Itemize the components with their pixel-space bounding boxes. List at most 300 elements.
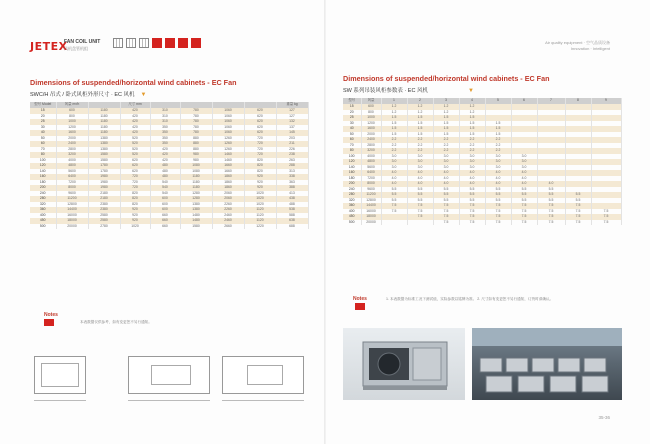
table-cell: 7.5: [565, 214, 591, 220]
model-cell: 30: [30, 125, 56, 131]
table-cell: 7.5: [407, 209, 433, 215]
table-cell: 1.2: [381, 104, 407, 110]
product-title: FAN COIL UNIT: [64, 39, 101, 45]
fan-icon[interactable]: [178, 38, 188, 48]
table-cell: 8000: [56, 185, 88, 191]
table-cell: 1060: [212, 119, 244, 125]
table-cell: 820: [120, 196, 150, 202]
table-cell: 2.2: [433, 137, 459, 143]
table-cell: 1460: [212, 152, 244, 158]
table-cell: 1480: [180, 213, 212, 219]
table-cell: 720: [244, 141, 276, 147]
table-cell: 920: [120, 207, 150, 213]
model-cell: 450: [343, 214, 361, 220]
table-cell: 1.5: [459, 115, 485, 121]
table-cell: 20000: [361, 220, 381, 226]
table-cell: 350: [150, 130, 180, 136]
table-cell: 1180: [88, 108, 120, 114]
model-cell: 320: [343, 198, 361, 204]
model-cell: 240: [30, 191, 56, 197]
right-section-subtitle: [343, 86, 474, 94]
table-cell: 1220: [244, 224, 276, 230]
page-spine: [324, 0, 326, 444]
table-cell: 2.2: [433, 143, 459, 149]
table-cell: 660: [150, 218, 180, 224]
table-cell: 7.5: [485, 214, 511, 220]
table-cell: 588: [276, 213, 308, 219]
left-section-title: Dimensions of suspended/horizontal wind cabinets - EC Fan: [30, 78, 237, 87]
table-cell: 2400: [56, 141, 88, 147]
table-cell: 520: [120, 136, 150, 142]
col-header: 风量: [361, 98, 381, 104]
table-cell: 620: [244, 114, 276, 120]
drawing-front-view: [34, 356, 86, 394]
table-cell: 1180: [180, 180, 212, 186]
table-cell: 7.5: [511, 209, 537, 215]
model-cell: 450: [30, 218, 56, 224]
table-cell: 5.5: [407, 198, 433, 204]
table-cell: 620: [120, 163, 150, 169]
table-cell: 1180: [88, 119, 120, 125]
table-cell: 7.5: [433, 203, 459, 209]
table-cell: 620: [244, 125, 276, 131]
table-cell: 1000: [56, 119, 88, 125]
table-cell: 5.5: [485, 198, 511, 204]
table-cell: 7.5: [511, 220, 537, 226]
table-cell: 7.5: [433, 220, 459, 226]
table-cell: 20000: [56, 224, 88, 230]
table-cell: 2.2: [381, 148, 407, 154]
table-cell: 1.5: [407, 126, 433, 132]
table-cell: 1120: [244, 213, 276, 219]
table-cell: 1280: [180, 191, 212, 197]
table-cell: 2.2: [485, 143, 511, 149]
table-cell: 4000: [361, 154, 381, 160]
table-cell: 3.0: [433, 154, 459, 160]
table-cell: 4.0: [459, 170, 485, 176]
table-cell: 4.0: [511, 181, 537, 187]
table-cell: 480: [150, 174, 180, 180]
table-cell: 4.0: [407, 170, 433, 176]
dimension-line: [34, 400, 86, 401]
table-cell: 600: [150, 207, 180, 213]
table-cell: 3.0: [381, 159, 407, 165]
table-cell: 5600: [56, 169, 88, 175]
table-cell: 5.5: [565, 198, 591, 204]
table-cell: 3.0: [433, 159, 459, 165]
col-header: 风量 m³/h: [56, 102, 88, 108]
table-cell: 18000: [56, 218, 88, 224]
table-cell: 127: [276, 108, 308, 114]
table-cell: 6400: [361, 170, 381, 176]
brand-logo: JETEX: [30, 40, 68, 53]
table-cell: 780: [180, 108, 212, 114]
table-cell: 1280: [180, 196, 212, 202]
model-cell: 80: [343, 148, 361, 154]
dimension-line: [128, 400, 210, 401]
table-cell: 11200: [56, 196, 88, 202]
table-cell: 4.0: [537, 181, 565, 187]
table-cell: 1980: [88, 185, 120, 191]
table-cell: 413: [276, 191, 308, 197]
table-cell: 263: [276, 158, 308, 164]
table-cell: 7.5: [459, 220, 485, 226]
table-cell: 638: [276, 218, 308, 224]
table-cell: 1.5: [485, 121, 511, 127]
model-cell: 240: [343, 187, 361, 193]
table-cell: 4.0: [433, 170, 459, 176]
table-cell: 1.2: [407, 104, 433, 110]
table-cell: 2.2: [381, 137, 407, 143]
left-dimension-table: [30, 102, 309, 229]
model-cell: 200: [343, 181, 361, 187]
col-header: 型号: [343, 98, 361, 104]
production-line-image: [472, 328, 622, 400]
col-header: 重量 kg: [276, 102, 308, 108]
table-cell: 800: [361, 110, 381, 116]
factory-photo: [472, 328, 622, 400]
table-cell: 600: [150, 202, 180, 208]
table-cell: 880: [180, 136, 212, 142]
table-cell: 2460: [212, 218, 244, 224]
table-cell: 3.0: [433, 165, 459, 171]
model-cell: 360: [343, 203, 361, 209]
table-cell: 480: [150, 169, 180, 175]
model-cell: 140: [343, 165, 361, 171]
model-cell: 40: [30, 130, 56, 136]
table-cell: 1200: [56, 125, 88, 131]
model-cell: 180: [343, 176, 361, 182]
table-cell: 3200: [56, 152, 88, 158]
table-cell: 4.0: [407, 176, 433, 182]
table-cell: 1180: [180, 174, 212, 180]
table-cell: 2580: [88, 218, 120, 224]
table-cell: 2780: [88, 224, 120, 230]
table-cell: 1260: [212, 136, 244, 142]
table-cell: 4800: [56, 163, 88, 169]
table-cell: 620: [244, 119, 276, 125]
table-cell: 1600: [56, 130, 88, 136]
model-cell: 160: [343, 170, 361, 176]
table-cell: 620: [244, 108, 276, 114]
table-cell: 660: [150, 224, 180, 230]
table-cell: 520: [120, 152, 150, 158]
table-cell: 14400: [361, 203, 381, 209]
table-cell: 520: [120, 147, 150, 153]
table-cell: 780: [180, 130, 212, 136]
col-header: 3: [433, 98, 459, 104]
left-notes-label: Notes: [44, 312, 58, 318]
table-cell: 1.5: [459, 132, 485, 138]
table-cell: 5.5: [537, 192, 565, 198]
table-cell: 9600: [56, 191, 88, 197]
table-cell: 3.0: [511, 159, 537, 165]
table-cell: 1780: [88, 169, 120, 175]
table-cell: 127: [276, 114, 308, 120]
model-cell: 25: [343, 115, 361, 121]
table-cell: 388: [276, 185, 308, 191]
table-cell: 8000: [361, 181, 381, 187]
col-header: 1: [381, 98, 407, 104]
table-cell: 5.5: [565, 192, 591, 198]
model-cell: 140: [30, 169, 56, 175]
table-cell: 1260: [212, 141, 244, 147]
table-cell: 480: [150, 163, 180, 169]
product-photo: [343, 328, 465, 400]
table-cell: 2460: [212, 213, 244, 219]
table-cell: 880: [180, 147, 212, 153]
model-cell: 15: [343, 104, 361, 110]
header-tagline: [545, 40, 610, 52]
table-cell: 9600: [361, 187, 381, 193]
table-cell: 620: [120, 158, 150, 164]
table-cell: 4.0: [485, 181, 511, 187]
table-cell: 18000: [361, 214, 381, 220]
table-cell: 4.0: [485, 170, 511, 176]
table-cell: 3.0: [511, 154, 537, 160]
table-cell: 2260: [212, 207, 244, 213]
table-cell: 7.5: [485, 209, 511, 215]
table-cell: 3.0: [485, 159, 511, 165]
table-cell: 1.5: [407, 132, 433, 138]
table-cell: 1060: [212, 125, 244, 131]
table-cell: 520: [120, 141, 150, 147]
table-cell: 363: [276, 180, 308, 186]
table-cell: 2.2: [485, 137, 511, 143]
model-cell: 360: [30, 207, 56, 213]
table-cell: 720: [120, 174, 150, 180]
table-cell: 5.5: [459, 187, 485, 193]
table-cell: 7.5: [485, 220, 511, 226]
table-cell: 540: [150, 185, 180, 191]
table-cell: 7.5: [565, 220, 591, 226]
table-cell: 420: [120, 108, 150, 114]
tagline-line-2: Innovation · Intelligent: [570, 46, 610, 51]
table-cell: 1180: [180, 185, 212, 191]
notes-icon: [44, 319, 54, 326]
table-cell: 2180: [88, 196, 120, 202]
grid-icon[interactable]: [113, 38, 123, 48]
table-cell: 1.5: [459, 121, 485, 127]
table-cell: 1200: [361, 121, 381, 127]
model-cell: 500: [30, 224, 56, 230]
table-cell: 5.5: [433, 192, 459, 198]
triangle-icon: ▼: [467, 88, 474, 94]
table-cell: 1020: [244, 191, 276, 197]
table-cell: 12800: [361, 198, 381, 204]
table-cell: 488: [276, 202, 308, 208]
table-cell: 820: [244, 158, 276, 164]
table-cell: 820: [244, 169, 276, 175]
table-cell: 2400: [361, 137, 381, 143]
table-cell: 313: [276, 169, 308, 175]
model-cell: 160: [30, 174, 56, 180]
model-cell: 320: [30, 202, 56, 208]
table-cell: 1000: [361, 115, 381, 121]
table-cell: 3.0: [407, 165, 433, 171]
table-cell: 820: [120, 202, 150, 208]
col-header: 4: [459, 98, 485, 104]
table-cell: 1860: [212, 185, 244, 191]
fan-icon[interactable]: [152, 38, 162, 48]
table-cell: 1780: [88, 163, 120, 169]
col-header: 7: [537, 98, 565, 104]
model-cell: 400: [30, 213, 56, 219]
table-cell: 1120: [244, 207, 276, 213]
table-cell: 7.5: [407, 203, 433, 209]
table-cell: 1.5: [433, 126, 459, 132]
table-cell: 1060: [212, 130, 244, 136]
table-cell: 1480: [180, 218, 212, 224]
table-cell: 1.5: [433, 132, 459, 138]
grid-icon[interactable]: [139, 38, 149, 48]
table-cell: 5.5: [381, 198, 407, 204]
table-cell: 1380: [180, 202, 212, 208]
model-cell: 280: [343, 192, 361, 198]
table-cell: 600: [150, 196, 180, 202]
table-cell: 620: [120, 169, 150, 175]
table-cell: 780: [180, 119, 212, 125]
table-cell: 2800: [361, 143, 381, 149]
table-cell: 2.2: [407, 137, 433, 143]
table-cell: 2380: [88, 202, 120, 208]
table-cell: 1980: [88, 174, 120, 180]
table-cell: 2800: [56, 147, 88, 153]
table-cell: 720: [120, 185, 150, 191]
table-cell: 16000: [56, 213, 88, 219]
table-cell: 2.2: [459, 137, 485, 143]
table-cell: 920: [120, 213, 150, 219]
table-cell: 2000: [361, 132, 381, 138]
table-cell: 1.5: [485, 126, 511, 132]
table-cell: 226: [276, 147, 308, 153]
table-cell: 2580: [88, 213, 120, 219]
table-cell: 7.5: [459, 209, 485, 215]
model-cell: 100: [343, 154, 361, 160]
notes-icon: [355, 303, 365, 310]
table-cell: 3.0: [459, 154, 485, 160]
table-cell: 3200: [361, 148, 381, 154]
table-cell: 1020: [244, 202, 276, 208]
model-cell: 80: [30, 152, 56, 158]
table-cell: 5.5: [407, 192, 433, 198]
table-cell: 2.2: [485, 148, 511, 154]
table-cell: 7.5: [433, 214, 459, 220]
model-cell: 70: [343, 143, 361, 149]
table-cell: 5.5: [511, 187, 537, 193]
table-cell: 1080: [180, 169, 212, 175]
model-cell: 25: [30, 119, 56, 125]
table-cell: 1.2: [407, 110, 433, 116]
table-cell: 2060: [212, 191, 244, 197]
table-cell: 1180: [88, 125, 120, 131]
table-cell: 7.5: [485, 203, 511, 209]
table-cell: 420: [120, 130, 150, 136]
table-cell: 7.5: [381, 203, 407, 209]
table-cell: 920: [244, 174, 276, 180]
table-cell: 540: [150, 191, 180, 197]
col-header: 尺寸 mm: [120, 102, 150, 108]
left-subtitle-text: SWC/H 吊式 / 卧式风柜外形尺寸 · EC 风机: [30, 92, 135, 98]
table-cell: 820: [120, 191, 150, 197]
table-cell: 7.5: [591, 220, 621, 226]
triangle-icon: ▼: [140, 92, 147, 98]
model-cell: 60: [30, 141, 56, 147]
table-cell: 1.5: [407, 115, 433, 121]
table-cell: 137: [276, 125, 308, 131]
fan-icon[interactable]: [191, 38, 201, 48]
table-cell: 1.2: [459, 104, 485, 110]
table-cell: 5.5: [485, 187, 511, 193]
table-cell: 3.0: [485, 165, 511, 171]
table-cell: 1600: [361, 126, 381, 132]
fan-icon[interactable]: [165, 38, 175, 48]
table-cell: 5.5: [433, 187, 459, 193]
table-cell: 920: [120, 218, 150, 224]
cabinet-unit-image: [343, 328, 465, 400]
table-cell: 1380: [88, 147, 120, 153]
table-cell: 11200: [361, 192, 381, 198]
table-cell: 1.5: [433, 115, 459, 121]
table-cell: 2.2: [407, 148, 433, 154]
table-cell: 1460: [212, 158, 244, 164]
table-cell: 238: [276, 152, 308, 158]
model-cell: 200: [30, 185, 56, 191]
right-notes-label: Notes: [353, 296, 367, 302]
table-cell: 288: [276, 163, 308, 169]
right-subtitle-text: SW 系列吊装风柜参数表 · EC 风机: [343, 88, 428, 94]
right-parameter-table: [343, 98, 622, 225]
table-cell: 338: [276, 174, 308, 180]
table-cell: 1.2: [433, 104, 459, 110]
table-cell: 350: [150, 141, 180, 147]
grid-icon[interactable]: [126, 38, 136, 48]
table-cell: 600: [361, 104, 381, 110]
table-cell: 1180: [88, 114, 120, 120]
table-cell: 4.0: [407, 181, 433, 187]
table-cell: 2260: [212, 202, 244, 208]
table-cell: 4.0: [485, 176, 511, 182]
table-cell: 720: [244, 136, 276, 142]
table-cell: 12800: [56, 202, 88, 208]
table-cell: 350: [150, 136, 180, 142]
table-cell: 7.5: [459, 203, 485, 209]
table-cell: 1580: [88, 152, 120, 158]
table-cell: 1380: [180, 207, 212, 213]
model-cell: 20: [30, 114, 56, 120]
table-cell: 203: [276, 136, 308, 142]
table-cell: 1660: [212, 163, 244, 169]
table-cell: 7.5: [591, 209, 621, 215]
table-cell: 3.0: [381, 154, 407, 160]
table-cell: 800: [56, 114, 88, 120]
table-cell: 7.5: [565, 203, 591, 209]
table-cell: 7200: [361, 176, 381, 182]
table-cell: 5.5: [381, 187, 407, 193]
table-cell: 980: [180, 152, 212, 158]
table-cell: 5.5: [433, 198, 459, 204]
table-cell: 920: [244, 180, 276, 186]
table-cell: 4000: [56, 158, 88, 164]
model-cell: 60: [343, 137, 361, 143]
table-cell: 420: [150, 147, 180, 153]
col-header: 8: [565, 98, 591, 104]
table-cell: 3.0: [407, 159, 433, 165]
table-cell: 1080: [180, 163, 212, 169]
table-cell: 1660: [212, 169, 244, 175]
table-cell: 2180: [88, 191, 120, 197]
left-section-subtitle: [30, 90, 146, 98]
